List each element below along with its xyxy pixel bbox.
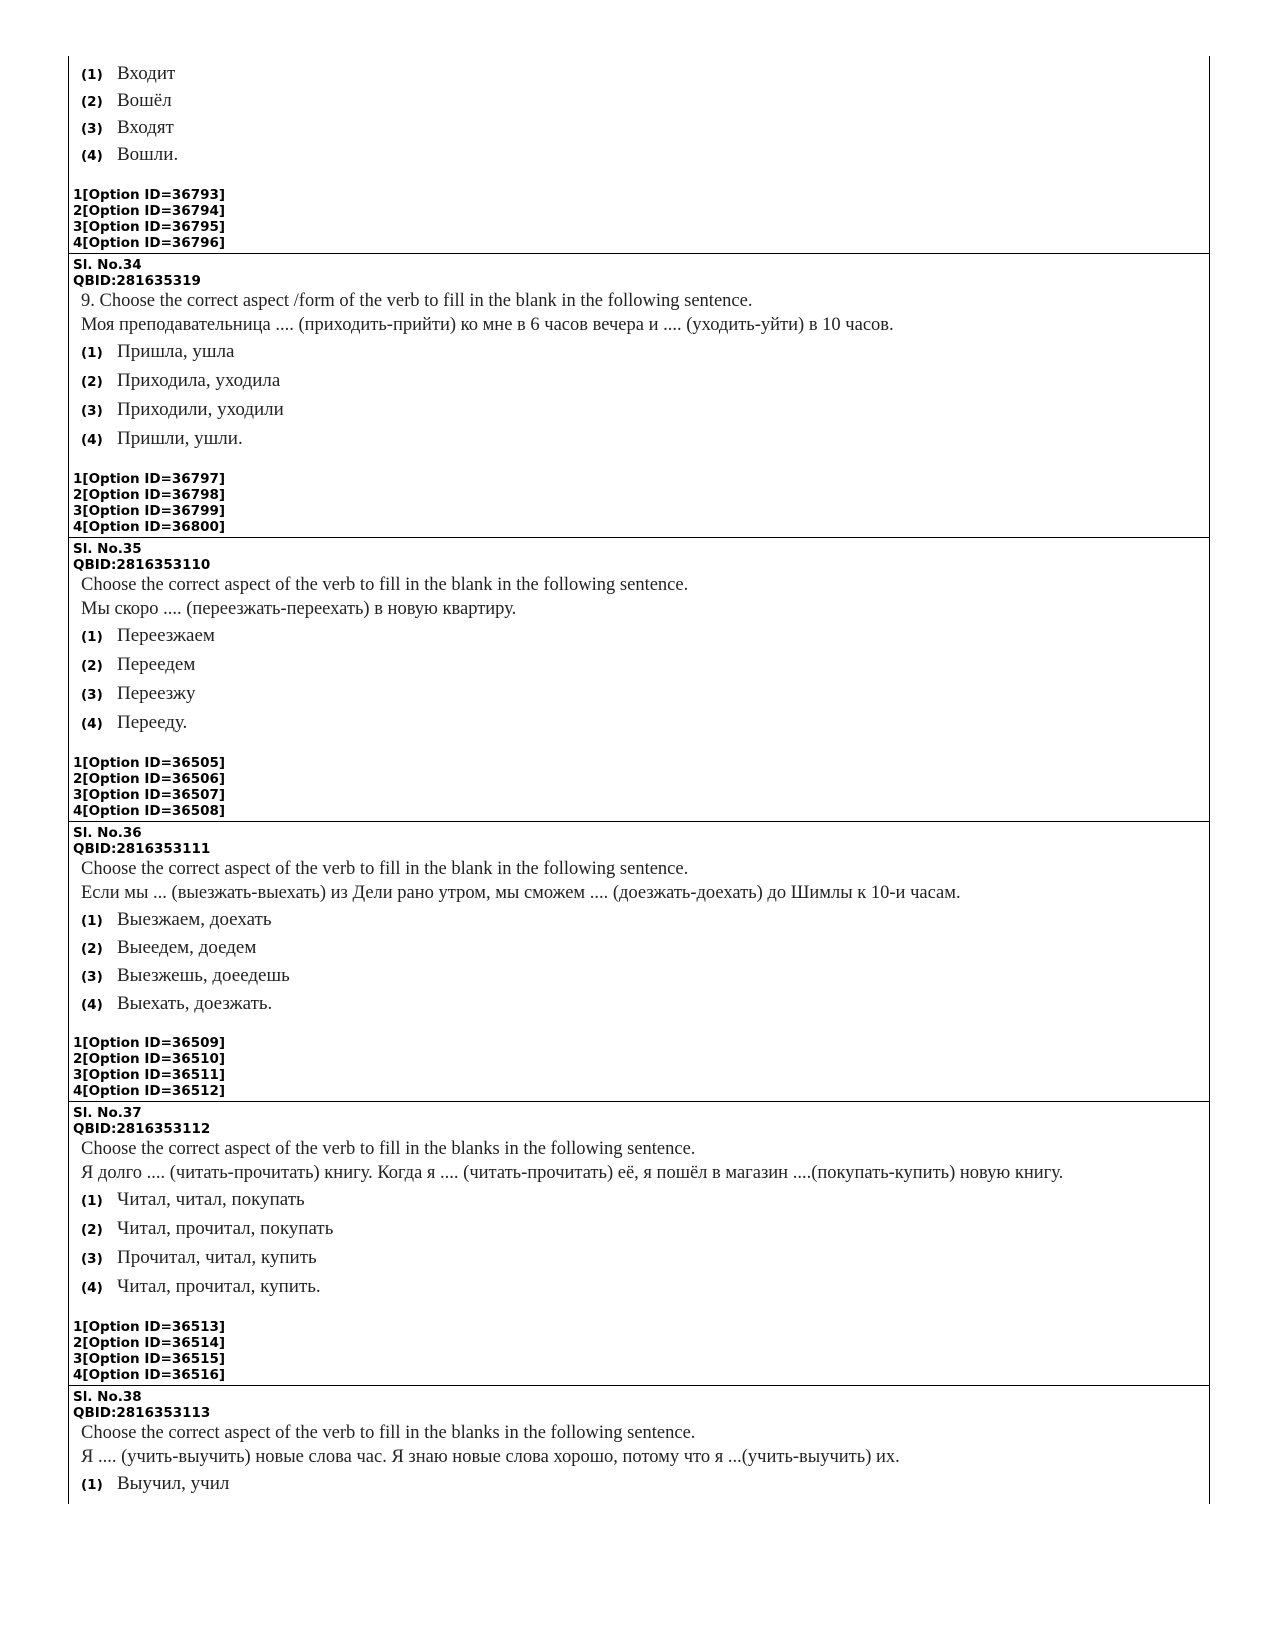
option-text: Прочитал, читал, купить bbox=[117, 1247, 317, 1268]
option-id: 3[Option ID=36515] bbox=[73, 1351, 226, 1367]
qbid: QBID:2816353112 bbox=[73, 1121, 211, 1137]
option-item bbox=[73, 341, 1205, 370]
option-id: 3[Option ID=36799] bbox=[73, 503, 226, 519]
question-instruction: Choose the correct aspect of the verb to fill in the blank in the following sentence. bbox=[81, 575, 689, 595]
option-id: 2[Option ID=36514] bbox=[73, 1335, 226, 1351]
option-item bbox=[73, 90, 1205, 117]
option-item bbox=[73, 625, 1205, 654]
question-sentence: Если мы ... (выезжать-выехать) из Дели рано утром, мы сможем .... (доезжать-доехать) до Шимлы к 10-и часам. bbox=[81, 883, 961, 903]
option-id: 1[Option ID=36797] bbox=[73, 471, 226, 487]
option-id-list bbox=[73, 471, 1205, 535]
option-item bbox=[73, 683, 1205, 712]
option-number: (2) bbox=[81, 658, 103, 674]
qbid: QBID:281635319 bbox=[73, 273, 201, 289]
options-list bbox=[73, 909, 1205, 1021]
option-number: (3) bbox=[81, 403, 103, 419]
option-text: Читал, прочитал, купить. bbox=[117, 1276, 321, 1297]
option-id: 2[Option ID=36510] bbox=[73, 1051, 226, 1067]
option-item bbox=[73, 965, 1205, 993]
option-item bbox=[73, 63, 1205, 90]
option-number: (2) bbox=[81, 1222, 103, 1238]
option-id: 1[Option ID=36505] bbox=[73, 755, 226, 771]
option-id: 2[Option ID=36794] bbox=[73, 203, 226, 219]
option-text: Выезжешь, доеедешь bbox=[117, 965, 290, 986]
option-item bbox=[73, 909, 1205, 937]
question-sentence: Я .... (учить-выучить) новые слова час. Я знаю новые слова хорошо, потому что я ...(учить-выучить) их. bbox=[81, 1447, 900, 1467]
option-number: (3) bbox=[81, 121, 103, 137]
option-id-list bbox=[73, 187, 1205, 251]
serial-number: Sl. No.37 bbox=[73, 1105, 142, 1121]
option-item bbox=[73, 428, 1205, 457]
option-number: (1) bbox=[81, 1193, 103, 1209]
option-number: (1) bbox=[81, 629, 103, 645]
option-number: (3) bbox=[81, 969, 103, 985]
question-sentence: Я долго .... (читать-прочитать) книгу. Когда я .... (читать-прочитать) её, я пошёл в магазин ....(покупать-купить) новую книгу. bbox=[81, 1163, 1064, 1183]
option-item bbox=[73, 1189, 1205, 1218]
question-block-36 bbox=[69, 822, 1209, 1102]
option-number: (4) bbox=[81, 1280, 103, 1296]
option-id: 4[Option ID=36800] bbox=[73, 519, 226, 535]
question-instruction: Choose the correct aspect of the verb to fill in the blanks in the following sentence. bbox=[81, 1139, 696, 1159]
question-instruction: Choose the correct aspect of the verb to fill in the blanks in the following sentence. bbox=[81, 1423, 696, 1443]
option-id: 3[Option ID=36511] bbox=[73, 1067, 226, 1083]
option-id: 4[Option ID=36512] bbox=[73, 1083, 226, 1099]
option-id-list bbox=[73, 1319, 1205, 1383]
option-item bbox=[73, 712, 1205, 741]
option-number: (4) bbox=[81, 997, 103, 1013]
options-list bbox=[73, 1189, 1205, 1305]
option-item bbox=[73, 937, 1205, 965]
question-sentence: Моя преподавательница .... (приходить-прийти) ко мне в 6 часов вечера и .... (уходить-уйти) в 10 часов. bbox=[81, 315, 894, 335]
option-number: (3) bbox=[81, 1251, 103, 1267]
question-block-35 bbox=[69, 538, 1209, 822]
option-item bbox=[73, 144, 1205, 171]
option-number: (1) bbox=[81, 913, 103, 929]
option-number: (1) bbox=[81, 1477, 103, 1493]
option-item bbox=[73, 1473, 1205, 1502]
option-text: Пришли, ушли. bbox=[117, 428, 243, 449]
option-number: (3) bbox=[81, 687, 103, 703]
option-text: Выехать, доезжать. bbox=[117, 993, 273, 1014]
options-list bbox=[73, 1473, 1205, 1502]
options-list bbox=[73, 341, 1205, 457]
qbid: QBID:2816353110 bbox=[73, 557, 211, 573]
option-item bbox=[73, 117, 1205, 144]
question-block-continuation bbox=[69, 56, 1209, 254]
option-id: 4[Option ID=36508] bbox=[73, 803, 226, 819]
option-text: Читал, прочитал, покупать bbox=[117, 1218, 334, 1239]
option-id: 2[Option ID=36506] bbox=[73, 771, 226, 787]
option-id-list bbox=[73, 755, 1205, 819]
option-item bbox=[73, 370, 1205, 399]
option-item bbox=[73, 399, 1205, 428]
option-text: Перееду. bbox=[117, 712, 188, 733]
option-text: Входит bbox=[117, 63, 176, 84]
option-text: Выеедем, доедем bbox=[117, 937, 257, 958]
question-sheet bbox=[68, 56, 1210, 1504]
option-text: Входят bbox=[117, 117, 174, 138]
option-text: Выезжаем, доехать bbox=[117, 909, 272, 930]
question-sentence: Мы скоро .... (переезжать-переехать) в новую квартиру. bbox=[81, 599, 517, 619]
serial-number: Sl. No.38 bbox=[73, 1389, 142, 1405]
option-id: 3[Option ID=36507] bbox=[73, 787, 226, 803]
option-id-list bbox=[73, 1035, 1205, 1099]
option-id: 1[Option ID=36793] bbox=[73, 187, 226, 203]
question-block-34 bbox=[69, 254, 1209, 538]
option-id: 2[Option ID=36798] bbox=[73, 487, 226, 503]
option-text: Приходила, уходила bbox=[117, 370, 281, 391]
question-instruction: Choose the correct aspect of the verb to fill in the blank in the following sentence. bbox=[81, 859, 689, 879]
option-number: (2) bbox=[81, 94, 103, 110]
option-id: 4[Option ID=36796] bbox=[73, 235, 226, 251]
options-list bbox=[73, 625, 1205, 741]
option-id: 1[Option ID=36513] bbox=[73, 1319, 226, 1335]
option-item bbox=[73, 1247, 1205, 1276]
serial-number: Sl. No.36 bbox=[73, 825, 142, 841]
option-item bbox=[73, 993, 1205, 1021]
question-block-37 bbox=[69, 1102, 1209, 1386]
qbid: QBID:2816353113 bbox=[73, 1405, 211, 1421]
option-number: (2) bbox=[81, 374, 103, 390]
option-text: Пришла, ушла bbox=[117, 341, 235, 362]
option-text: Переезжу bbox=[117, 683, 196, 704]
option-id: 4[Option ID=36516] bbox=[73, 1367, 226, 1383]
option-number: (4) bbox=[81, 716, 103, 732]
option-number: (2) bbox=[81, 941, 103, 957]
qbid: QBID:2816353111 bbox=[73, 841, 211, 857]
option-text: Выучил, учил bbox=[117, 1473, 230, 1494]
option-number: (4) bbox=[81, 432, 103, 448]
option-text: Читал, читал, покупать bbox=[117, 1189, 305, 1210]
question-instruction: 9. Choose the correct aspect /form of the verb to fill in the blank in the following sentence. bbox=[81, 291, 753, 311]
option-id: 3[Option ID=36795] bbox=[73, 219, 226, 235]
serial-number: Sl. No.34 bbox=[73, 257, 142, 273]
option-item bbox=[73, 1218, 1205, 1247]
option-number: (4) bbox=[81, 148, 103, 164]
serial-number: Sl. No.35 bbox=[73, 541, 142, 557]
option-number: (1) bbox=[81, 345, 103, 361]
option-text: Переезжаем bbox=[117, 625, 215, 646]
options-list bbox=[73, 63, 1205, 171]
option-text: Приходили, уходили bbox=[117, 399, 284, 420]
option-item bbox=[73, 1276, 1205, 1305]
option-item bbox=[73, 654, 1205, 683]
option-text: Вошёл bbox=[117, 90, 172, 111]
option-id: 1[Option ID=36509] bbox=[73, 1035, 226, 1051]
option-number: (1) bbox=[81, 67, 103, 83]
option-text: Вошли. bbox=[117, 144, 179, 165]
option-text: Переедем bbox=[117, 654, 196, 675]
question-block-38 bbox=[69, 1386, 1209, 1504]
